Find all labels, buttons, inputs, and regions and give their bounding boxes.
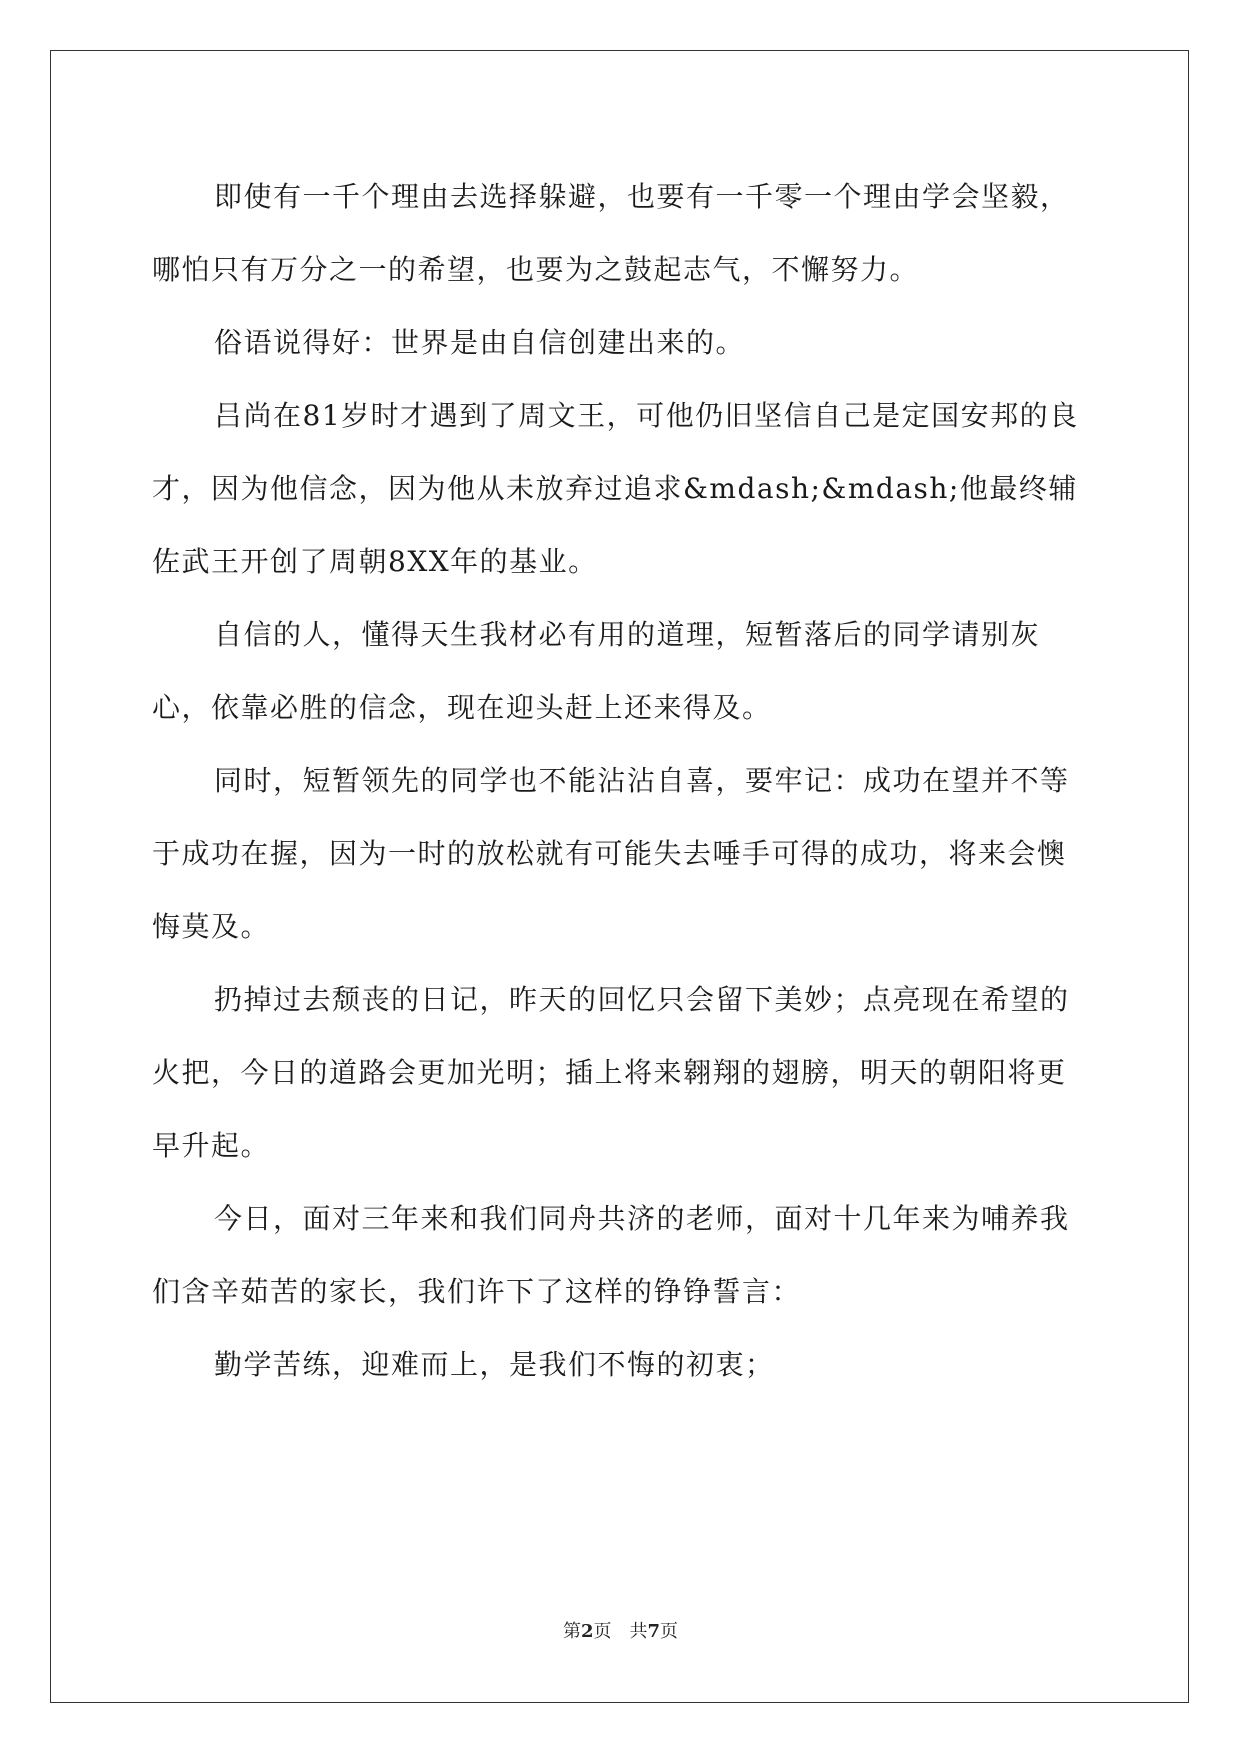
page-prefix: 第: [562, 1621, 581, 1642]
paragraph-4: 自信的人，懂得天生我材必有用的道理，短暂落后的同学请别灰心，依靠必胜的信念，现在迎头赶上还来得及。: [152, 618, 1041, 724]
total-suffix: 页: [660, 1621, 679, 1642]
paragraph-7: 今日，面对三年来和我们同舟共济的老师，面对十几年来为哺养我们含辛茹苦的家长，我们许下了这样的铮铮誓言：: [152, 1202, 1070, 1308]
page-total: 7: [647, 1621, 661, 1642]
paragraph-1: 即使有一千个理由去选择躲避，也要有一千零一个理由学会坚毅，哪怕只有万分之一的希望，也要为之鼓起志气，不懈努力。: [152, 180, 1070, 286]
page-footer: [0, 1617, 1241, 1643]
document-body: [152, 160, 1092, 1401]
paragraph-2: 俗语说得好：世界是由自信创建出来的。: [214, 326, 746, 359]
page-suffix: 页: [593, 1621, 612, 1642]
paragraph-5: 同时，短暂领先的同学也不能沾沾自喜，要牢记：成功在望并不等于成功在握，因为一时的放松就有可能失去唾手可得的成功，将来会懊悔莫及。: [152, 764, 1070, 943]
page-number: 2: [580, 1621, 594, 1642]
paragraph-8: 勤学苦练，迎难而上，是我们不悔的初衷；: [214, 1348, 775, 1381]
total-prefix: 共: [629, 1621, 648, 1642]
paragraph-3: 吕尚在81岁时才遇到了周文王，可他仍旧坚信自己是定国安邦的良才，因为他信念，因为他从未放弃过追求&mdash;&mdash;他最终辅佐武王开创了周朝8XX年的基业。: [152, 399, 1079, 578]
paragraph-6: 扔掉过去颓丧的日记，昨天的回忆只会留下美妙；点亮现在希望的火把，今日的道路会更加光明；插上将来翱翔的翅膀，明天的朝阳将更早升起。: [152, 983, 1070, 1162]
